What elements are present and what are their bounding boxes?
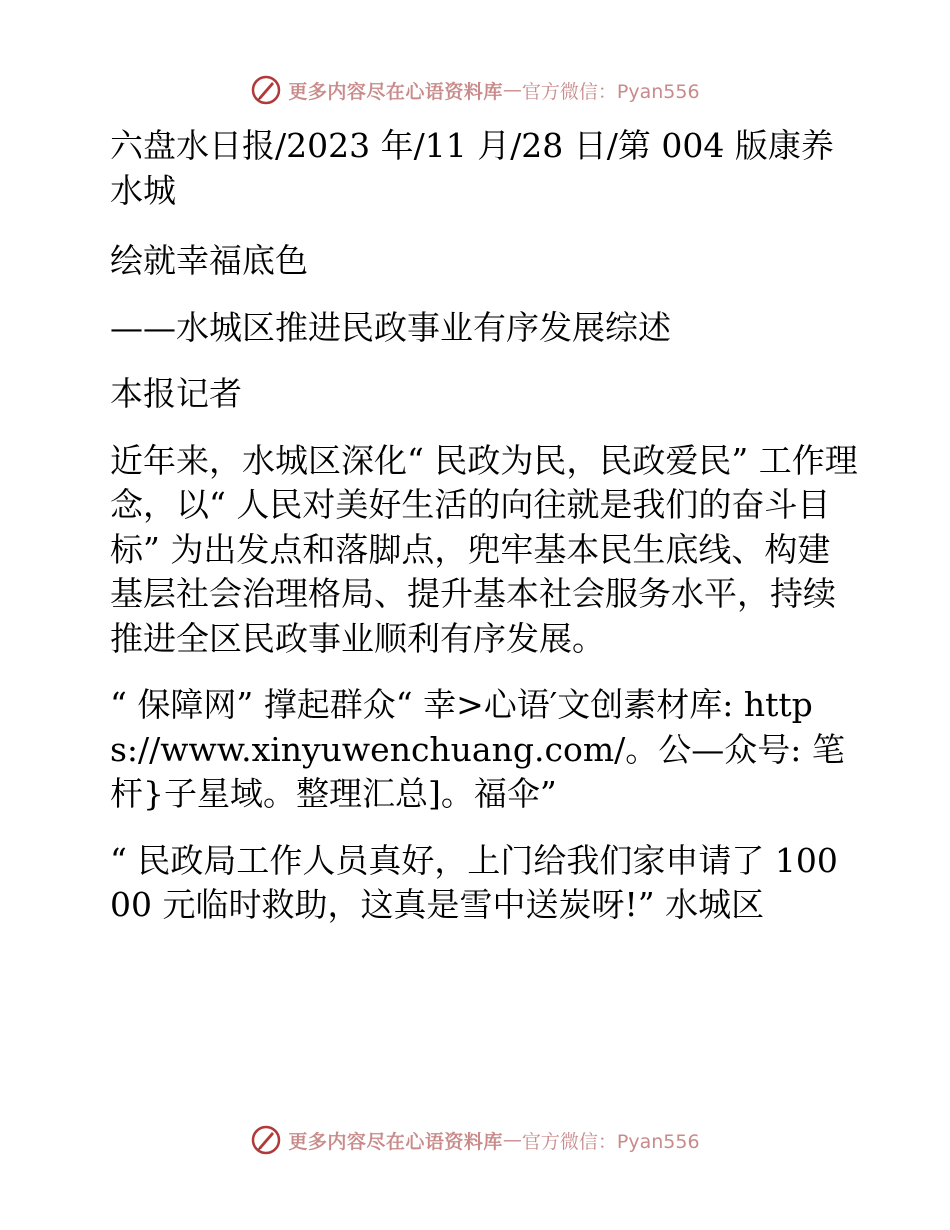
article-paragraph-2: “ 民政局工作人员真好，上门给我们家申请了 10000 元临时救助，这真是雪中送炭呀!” 水城区: [110, 840, 838, 924]
banner-wechat: 官方微信：Pyan556: [521, 1130, 700, 1153]
article-byline: 本报记者: [110, 374, 242, 413]
header-banner: [0, 70, 950, 110]
article-subtitle: ——水城区推进民政事业有序发展综述: [110, 307, 671, 347]
article-section-heading: “ 保障网” 撑起群众“ 幸>心语′文创素材库: https://www.xinyuwenchuang.com/。公—众号: 笔杆}子星域。整理汇总]。福伞”: [110, 685, 845, 813]
banner-dash: —: [502, 1129, 522, 1151]
article-title: 绘就幸福底色: [110, 241, 308, 280]
footer-banner: [0, 1120, 950, 1160]
banner-title: 更多内容尽在心语资料库: [288, 1130, 503, 1153]
banner-wechat: 官方微信：Pyan556: [521, 80, 700, 103]
quill-logo-icon: [250, 1124, 282, 1156]
banner-title: 更多内容尽在心语资料库: [288, 80, 503, 103]
article-body: [98, 124, 858, 950]
article-dateline: 六盘水日报/2023 年/11 月/28 日/第 004 版康养水城: [110, 126, 834, 210]
quill-logo-icon: [250, 74, 282, 106]
banner-dash: —: [502, 79, 522, 101]
article-paragraph-1: 近年来，水城区深化“ 民政为民，民政爱民” 工作理念，以“ 人民对美好生活的向往就是我们的奋斗目标” 为出发点和落脚点，兜牢基本民生底线、构建基层社会治理格局、提升基本社会服务水平，持续推进全区民政事业顺利有序发展。: [110, 440, 858, 658]
